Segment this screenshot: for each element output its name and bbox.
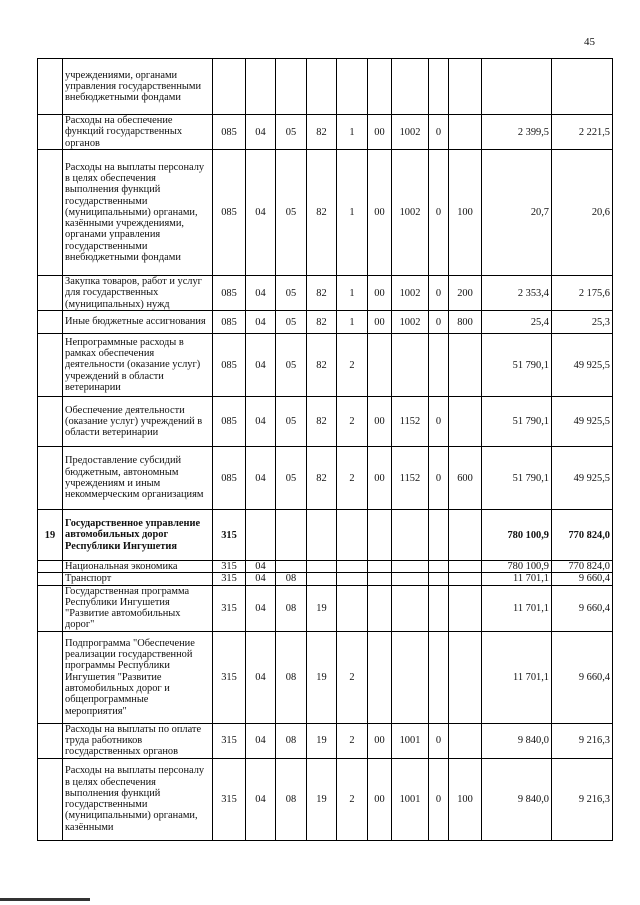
cell-program-code xyxy=(307,59,337,115)
cell-direction-code: 1002 xyxy=(392,115,429,150)
cell-expense-type xyxy=(449,334,482,397)
cell-expense-type xyxy=(449,585,482,631)
row-name: Подпрограмма "Обеспечение реализации государственной программы Республики Ингушетия "Развитие автомобильных дорог и общепрограммные мероприятия" xyxy=(63,631,213,723)
table-row xyxy=(38,758,613,840)
cell-subprogram-code: 2 xyxy=(337,723,368,758)
cell-subprogram-code: 1 xyxy=(337,276,368,311)
cell-section-code: 04 xyxy=(246,311,276,334)
table-row xyxy=(38,631,613,723)
cell-section-code xyxy=(246,59,276,115)
cell-fund-code xyxy=(429,631,449,723)
table-row xyxy=(38,115,613,150)
row-index xyxy=(38,631,63,723)
cell-program-code xyxy=(307,510,337,561)
cell-ministry-code: 085 xyxy=(213,115,246,150)
cell-section-code: 04 xyxy=(246,631,276,723)
cell-amount-planned xyxy=(482,59,552,115)
cell-amount-executed: 2 175,6 xyxy=(552,276,613,311)
cell-direction-code xyxy=(392,573,429,585)
cell-ministry-code: 085 xyxy=(213,150,246,276)
cell-amount-planned: 2 353,4 xyxy=(482,276,552,311)
cell-ministry-code: 085 xyxy=(213,447,246,510)
cell-amount-executed: 9 216,3 xyxy=(552,723,613,758)
cell-amount-executed: 2 221,5 xyxy=(552,115,613,150)
cell-direction-code: 1002 xyxy=(392,150,429,276)
row-name: учреждениями, органами управления государственными внебюджетными фондами xyxy=(63,59,213,115)
cell-amount-planned: 780 100,9 xyxy=(482,510,552,561)
cell-direction-code: 1152 xyxy=(392,447,429,510)
row-index xyxy=(38,397,63,447)
row-index xyxy=(38,447,63,510)
cell-program-code: 82 xyxy=(307,276,337,311)
table-row xyxy=(38,510,613,561)
cell-subsection-code: 05 xyxy=(276,397,307,447)
row-index xyxy=(38,723,63,758)
cell-fund-code: 0 xyxy=(429,115,449,150)
cell-event-code xyxy=(368,585,392,631)
row-index xyxy=(38,276,63,311)
cell-program-code: 19 xyxy=(307,631,337,723)
row-name: Государственная программа Республики Ингушетия "Развитие автомобильных дорог" xyxy=(63,585,213,631)
cell-subprogram-code: 2 xyxy=(337,631,368,723)
cell-program-code: 19 xyxy=(307,758,337,840)
table-row xyxy=(38,561,613,573)
scan-artifact-line xyxy=(0,898,90,901)
cell-direction-code xyxy=(392,561,429,573)
cell-fund-code xyxy=(429,510,449,561)
cell-expense-type xyxy=(449,631,482,723)
cell-program-code: 82 xyxy=(307,115,337,150)
cell-fund-code: 0 xyxy=(429,447,449,510)
cell-fund-code: 0 xyxy=(429,150,449,276)
cell-expense-type xyxy=(449,561,482,573)
cell-event-code xyxy=(368,631,392,723)
cell-direction-code xyxy=(392,59,429,115)
cell-ministry-code: 085 xyxy=(213,311,246,334)
cell-amount-executed: 25,3 xyxy=(552,311,613,334)
table-row xyxy=(38,311,613,334)
cell-program-code: 82 xyxy=(307,311,337,334)
cell-subsection-code: 08 xyxy=(276,723,307,758)
row-index xyxy=(38,758,63,840)
cell-program-code: 19 xyxy=(307,723,337,758)
cell-subprogram-code: 1 xyxy=(337,115,368,150)
cell-amount-executed: 9 660,4 xyxy=(552,631,613,723)
table-row xyxy=(38,447,613,510)
cell-ministry-code: 315 xyxy=(213,723,246,758)
table-row xyxy=(38,59,613,115)
cell-event-code xyxy=(368,561,392,573)
cell-subsection-code: 08 xyxy=(276,631,307,723)
cell-section-code: 04 xyxy=(246,585,276,631)
cell-section-code: 04 xyxy=(246,758,276,840)
cell-subprogram-code xyxy=(337,585,368,631)
cell-ministry-code: 085 xyxy=(213,276,246,311)
cell-subprogram-code xyxy=(337,510,368,561)
cell-ministry-code: 315 xyxy=(213,573,246,585)
row-name: Закупка товаров, работ и услуг для государственных (муниципальных) нужд xyxy=(63,276,213,311)
cell-subsection-code: 05 xyxy=(276,115,307,150)
cell-fund-code: 0 xyxy=(429,758,449,840)
cell-ministry-code: 085 xyxy=(213,397,246,447)
row-index xyxy=(38,59,63,115)
row-name: Расходы на выплаты персоналу в целях обеспечения выполнения функций государственными (муниципальными) органами, казёнными xyxy=(63,758,213,840)
cell-expense-type xyxy=(449,723,482,758)
cell-direction-code: 1152 xyxy=(392,397,429,447)
cell-subsection-code: 08 xyxy=(276,758,307,840)
cell-event-code: 00 xyxy=(368,723,392,758)
row-name: Государственное управление автомобильных дорог Республики Ингушетия xyxy=(63,510,213,561)
cell-subprogram-code xyxy=(337,59,368,115)
cell-fund-code: 0 xyxy=(429,311,449,334)
cell-event-code xyxy=(368,59,392,115)
cell-amount-planned: 11 701,1 xyxy=(482,573,552,585)
cell-program-code: 82 xyxy=(307,334,337,397)
cell-section-code: 04 xyxy=(246,573,276,585)
cell-ministry-code: 315 xyxy=(213,631,246,723)
budget-table xyxy=(37,58,613,841)
row-index: 19 xyxy=(38,510,63,561)
cell-amount-planned: 9 840,0 xyxy=(482,758,552,840)
cell-amount-executed: 20,6 xyxy=(552,150,613,276)
cell-direction-code: 1002 xyxy=(392,311,429,334)
cell-subprogram-code: 2 xyxy=(337,447,368,510)
cell-program-code: 82 xyxy=(307,150,337,276)
row-name: Непрограммные расходы в рамках обеспечения деятельности (оказание услуг) учреждений в области ветеринарии xyxy=(63,334,213,397)
cell-expense-type xyxy=(449,59,482,115)
cell-event-code: 00 xyxy=(368,311,392,334)
cell-ministry-code xyxy=(213,59,246,115)
cell-fund-code xyxy=(429,561,449,573)
cell-amount-planned: 51 790,1 xyxy=(482,397,552,447)
row-index xyxy=(38,585,63,631)
cell-subsection-code: 05 xyxy=(276,447,307,510)
row-name: Транспорт xyxy=(63,573,213,585)
table-row xyxy=(38,573,613,585)
row-index xyxy=(38,334,63,397)
cell-event-code xyxy=(368,334,392,397)
cell-ministry-code: 315 xyxy=(213,585,246,631)
cell-fund-code xyxy=(429,59,449,115)
row-name: Расходы на выплаты по оплате труда работников государственных органов xyxy=(63,723,213,758)
cell-fund-code: 0 xyxy=(429,276,449,311)
cell-event-code: 00 xyxy=(368,447,392,510)
cell-event-code xyxy=(368,510,392,561)
cell-event-code: 00 xyxy=(368,150,392,276)
page-number: 45 xyxy=(584,36,595,48)
table-row xyxy=(38,150,613,276)
cell-event-code: 00 xyxy=(368,397,392,447)
cell-subprogram-code: 2 xyxy=(337,758,368,840)
table-row xyxy=(38,585,613,631)
cell-section-code: 04 xyxy=(246,115,276,150)
cell-amount-executed: 49 925,5 xyxy=(552,334,613,397)
cell-fund-code: 0 xyxy=(429,397,449,447)
cell-subsection-code xyxy=(276,59,307,115)
cell-program-code xyxy=(307,573,337,585)
cell-ministry-code: 315 xyxy=(213,561,246,573)
cell-section-code: 04 xyxy=(246,276,276,311)
cell-amount-executed xyxy=(552,59,613,115)
cell-amount-planned: 780 100,9 xyxy=(482,561,552,573)
cell-expense-type xyxy=(449,115,482,150)
cell-subprogram-code: 2 xyxy=(337,334,368,397)
cell-program-code xyxy=(307,561,337,573)
cell-direction-code xyxy=(392,631,429,723)
cell-amount-executed: 9 216,3 xyxy=(552,758,613,840)
cell-section-code: 04 xyxy=(246,397,276,447)
cell-event-code: 00 xyxy=(368,758,392,840)
cell-program-code: 82 xyxy=(307,397,337,447)
cell-section-code: 04 xyxy=(246,723,276,758)
cell-amount-executed: 770 824,0 xyxy=(552,510,613,561)
cell-amount-executed: 49 925,5 xyxy=(552,447,613,510)
table-row xyxy=(38,334,613,397)
cell-fund-code xyxy=(429,573,449,585)
cell-section-code: 04 xyxy=(246,334,276,397)
cell-amount-planned: 9 840,0 xyxy=(482,723,552,758)
cell-subsection-code: 08 xyxy=(276,585,307,631)
table-row xyxy=(38,723,613,758)
cell-subprogram-code: 2 xyxy=(337,397,368,447)
cell-fund-code: 0 xyxy=(429,723,449,758)
cell-expense-type xyxy=(449,510,482,561)
cell-section-code xyxy=(246,510,276,561)
cell-direction-code xyxy=(392,334,429,397)
cell-direction-code: 1001 xyxy=(392,723,429,758)
cell-event-code xyxy=(368,573,392,585)
cell-subsection-code xyxy=(276,510,307,561)
cell-amount-planned: 25,4 xyxy=(482,311,552,334)
cell-expense-type xyxy=(449,397,482,447)
cell-ministry-code: 315 xyxy=(213,510,246,561)
row-index xyxy=(38,311,63,334)
table-row xyxy=(38,397,613,447)
cell-section-code: 04 xyxy=(246,150,276,276)
cell-subsection-code: 05 xyxy=(276,276,307,311)
row-name: Предоставление субсидий бюджетным, автономным учреждениям и иным некоммерческим организациям xyxy=(63,447,213,510)
cell-amount-executed: 9 660,4 xyxy=(552,573,613,585)
cell-subsection-code xyxy=(276,561,307,573)
cell-event-code: 00 xyxy=(368,276,392,311)
row-name: Обеспечение деятельности (оказание услуг) учреждений в области ветеринарии xyxy=(63,397,213,447)
cell-expense-type: 100 xyxy=(449,758,482,840)
cell-amount-executed: 9 660,4 xyxy=(552,585,613,631)
cell-subsection-code: 08 xyxy=(276,573,307,585)
row-name: Расходы на выплаты персоналу в целях обеспечения выполнения функций государственными (муниципальными) органами, казёнными учреждениями, органами управления государственными внебюджетными фондами xyxy=(63,150,213,276)
row-name: Национальная экономика xyxy=(63,561,213,573)
cell-expense-type xyxy=(449,573,482,585)
row-index xyxy=(38,115,63,150)
row-name: Иные бюджетные ассигнования xyxy=(63,311,213,334)
cell-fund-code xyxy=(429,585,449,631)
cell-ministry-code: 085 xyxy=(213,334,246,397)
cell-amount-executed: 770 824,0 xyxy=(552,561,613,573)
cell-amount-executed: 49 925,5 xyxy=(552,397,613,447)
cell-amount-planned: 2 399,5 xyxy=(482,115,552,150)
cell-subsection-code: 05 xyxy=(276,150,307,276)
cell-program-code: 19 xyxy=(307,585,337,631)
cell-amount-planned: 20,7 xyxy=(482,150,552,276)
cell-direction-code: 1001 xyxy=(392,758,429,840)
cell-amount-planned: 11 701,1 xyxy=(482,631,552,723)
cell-section-code: 04 xyxy=(246,447,276,510)
cell-subsection-code: 05 xyxy=(276,334,307,397)
cell-subprogram-code: 1 xyxy=(337,311,368,334)
cell-direction-code xyxy=(392,585,429,631)
cell-subprogram-code xyxy=(337,561,368,573)
cell-subprogram-code xyxy=(337,573,368,585)
cell-direction-code xyxy=(392,510,429,561)
cell-expense-type: 800 xyxy=(449,311,482,334)
cell-ministry-code: 315 xyxy=(213,758,246,840)
cell-amount-planned: 11 701,1 xyxy=(482,585,552,631)
cell-event-code: 00 xyxy=(368,115,392,150)
cell-expense-type: 600 xyxy=(449,447,482,510)
cell-section-code: 04 xyxy=(246,561,276,573)
cell-amount-planned: 51 790,1 xyxy=(482,334,552,397)
row-index xyxy=(38,150,63,276)
cell-subprogram-code: 1 xyxy=(337,150,368,276)
row-index xyxy=(38,561,63,573)
cell-expense-type: 100 xyxy=(449,150,482,276)
cell-amount-planned: 51 790,1 xyxy=(482,447,552,510)
cell-expense-type: 200 xyxy=(449,276,482,311)
cell-subsection-code: 05 xyxy=(276,311,307,334)
table-row xyxy=(38,276,613,311)
cell-fund-code xyxy=(429,334,449,397)
row-index xyxy=(38,573,63,585)
row-name: Расходы на обеспечение функций государственных органов xyxy=(63,115,213,150)
cell-direction-code: 1002 xyxy=(392,276,429,311)
cell-program-code: 82 xyxy=(307,447,337,510)
